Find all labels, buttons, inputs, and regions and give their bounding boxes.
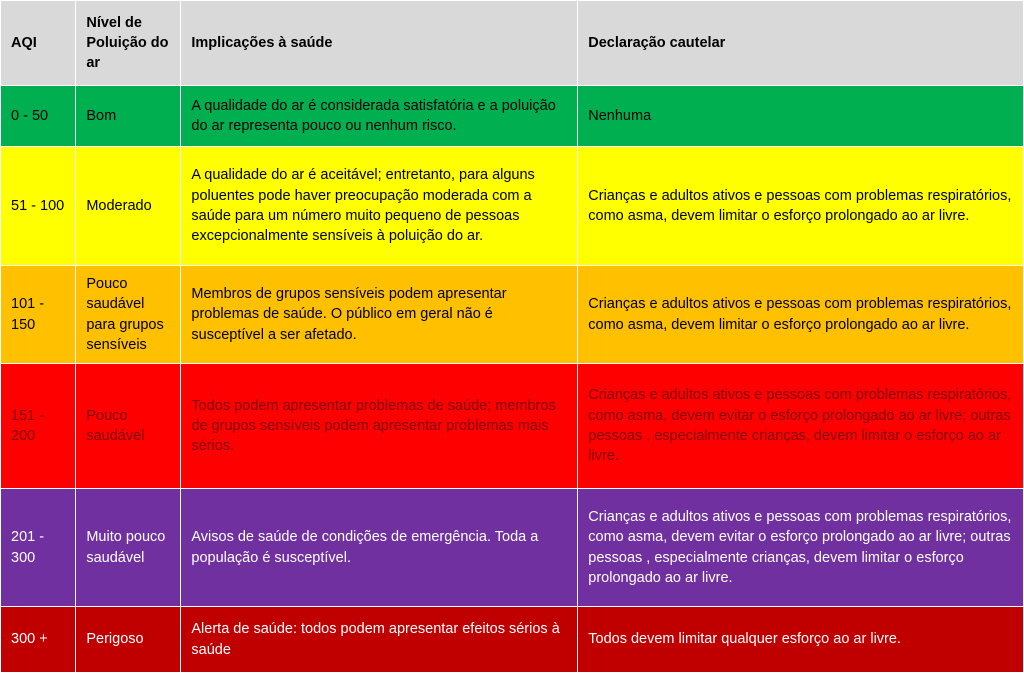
cautionary-statement: Crianças e adultos ativos e pessoas com problemas respiratórios, como asma, devem limitar o esforço prolongado ao ar livre. (578, 266, 1024, 364)
pollution-level: Perigoso (76, 607, 181, 673)
aqi-range: 51 - 100 (1, 147, 76, 266)
pollution-level: Moderado (76, 147, 181, 266)
aqi-range: 151 - 200 (1, 364, 76, 489)
row-unhealthy-sensitive (1, 266, 1024, 364)
cautionary-statement: Crianças e adultos ativos e pessoas com problemas respiratórios, como asma, devem evitar o esforço prolongado ao ar livre; outras pessoas , especialmente crianças, devem limitar o esforço ao ar livre. (578, 364, 1024, 489)
header-row (1, 1, 1024, 86)
cautionary-statement: Crianças e adultos ativos e pessoas com problemas respiratórios, como asma, devem evitar o esforço prolongado ao ar livre; outras pessoas , especialmente crianças, devem limitar o esforço prolongado ao ar livre. (578, 489, 1024, 607)
pollution-level: Pouco saudável (76, 364, 181, 489)
header-pollution-level: Nível de Poluição do ar (76, 1, 181, 86)
header-aqi: AQI (1, 1, 76, 86)
health-implications: Avisos de saúde de condições de emergência. Toda a população é susceptível. (181, 489, 578, 607)
header-cautionary-statement: Declaração cautelar (578, 1, 1024, 86)
health-implications: Membros de grupos sensíveis podem apresentar problemas de saúde. O público em geral não é susceptível a ser afetado. (181, 266, 578, 364)
pollution-level: Bom (76, 86, 181, 147)
header-health-implications: Implicações à saúde (181, 1, 578, 86)
row-unhealthy (1, 364, 1024, 489)
cautionary-statement: Crianças e adultos ativos e pessoas com problemas respiratórios, como asma, devem limitar o esforço prolongado ao ar livre. (578, 147, 1024, 266)
cautionary-statement: Nenhuma (578, 86, 1024, 147)
aqi-range: 101 - 150 (1, 266, 76, 364)
cautionary-statement: Todos devem limitar qualquer esforço ao ar livre. (578, 607, 1024, 673)
row-very-unhealthy (1, 489, 1024, 607)
health-implications: Todos podem apresentar problemas de saúde; membros de grupos sensíveis podem apresentar problemas mais sérios. (181, 364, 578, 489)
aqi-range: 300 + (1, 607, 76, 673)
pollution-level: Muito pouco saudável (76, 489, 181, 607)
health-implications: A qualidade do ar é aceitável; entretanto, para alguns poluentes pode haver preocupação moderada com a saúde para um número muito pequeno de pessoas excepcionalmente sensíveis à poluição do ar. (181, 147, 578, 266)
pollution-level: Pouco saudável para grupos sensíveis (76, 266, 181, 364)
row-good (1, 86, 1024, 147)
health-implications: Alerta de saúde: todos podem apresentar efeitos sérios à saúde (181, 607, 578, 673)
health-implications: A qualidade do ar é considerada satisfatória e a poluição do ar representa pouco ou nenhum risco. (181, 86, 578, 147)
row-hazardous (1, 607, 1024, 673)
row-moderate (1, 147, 1024, 266)
aqi-range: 0 - 50 (1, 86, 76, 147)
aqi-range: 201 - 300 (1, 489, 76, 607)
